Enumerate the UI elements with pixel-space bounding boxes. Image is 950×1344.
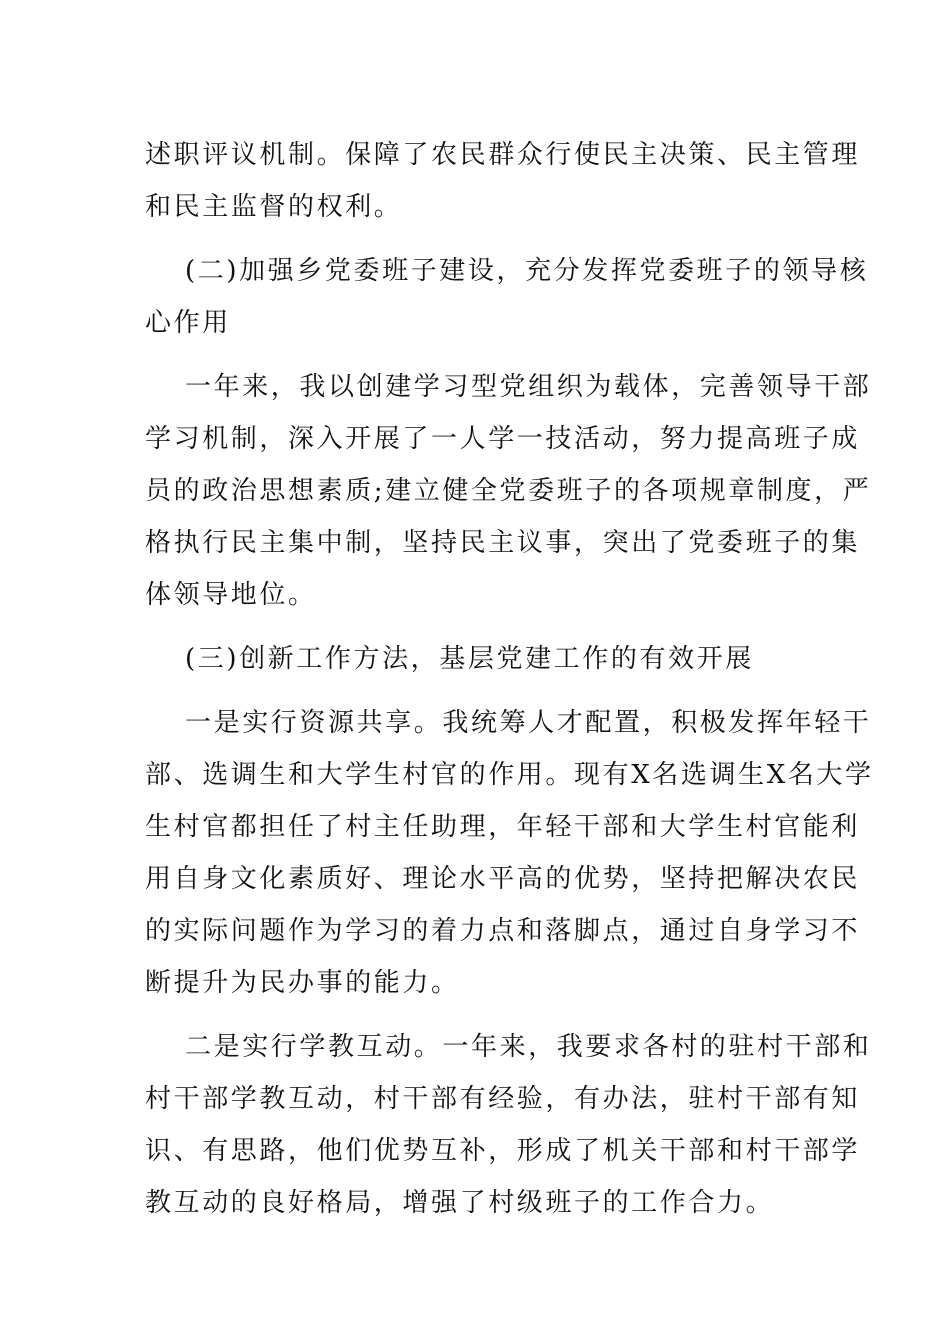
text-line: 格执行民主集中制，坚持民主议事，突出了党委班子的集 (145, 528, 861, 558)
text-line: 断提升为民办事的能力。 (145, 968, 460, 998)
text-line: 识、有思路，他们优势互补，形成了机关干部和村干部学 (145, 1136, 861, 1166)
text-line: 生村官都担任了村主任助理，年轻干部和大学生村官能利 (145, 812, 861, 842)
text-line: 心作用 (145, 308, 231, 338)
text-line: 村干部学教互动，村干部有经验，有办法，驻村干部有知 (145, 1084, 861, 1114)
text-line: 一是实行资源共享。我统筹人才配置，积极发挥年轻干 (185, 708, 872, 738)
text-line: 和民主监督的权利。 (145, 192, 403, 222)
text-line: 学习机制，深入开展了一人学一技活动，努力提高班子成 (145, 424, 861, 454)
text-line: 部、选调生和大学生村官的作用。现有X名选调生X名大学 (145, 760, 874, 790)
document-body (145, 129, 874, 1241)
text-line: 的实际问题作为学习的着力点和落脚点，通过自身学习不 (145, 916, 861, 946)
paragraph-learning-interaction (145, 1021, 872, 1229)
paragraph-resource-sharing (145, 697, 874, 1009)
text-line: 员的政治思想素质;建立健全党委班子的各项规章制度，严 (145, 476, 872, 506)
text-line: (二)加强乡党委班子建设，充分发挥党委班子的领导核 (185, 256, 869, 286)
paragraph-study-mechanism (145, 361, 872, 621)
paragraph-continuation (145, 129, 861, 233)
text-line: 述职评议机制。保障了农民群众行使民主决策、民主管理 (145, 140, 861, 170)
text-line: (三)创新工作方法，基层党建工作的有效开展 (185, 644, 754, 674)
text-line: 体领导地位。 (145, 580, 317, 610)
text-line: 教互动的良好格局，增强了村级班子的工作合力。 (145, 1188, 775, 1218)
section-heading-3 (145, 633, 805, 685)
text-line: 二是实行学教互动。一年来，我要求各村的驻村干部和 (185, 1032, 872, 1062)
text-line: 用自身文化素质好、理论水平高的优势，坚持把解决农民 (145, 864, 861, 894)
text-line: 一年来，我以创建学习型党组织为载体，完善领导干部 (185, 372, 872, 402)
section-heading-2 (145, 245, 869, 349)
